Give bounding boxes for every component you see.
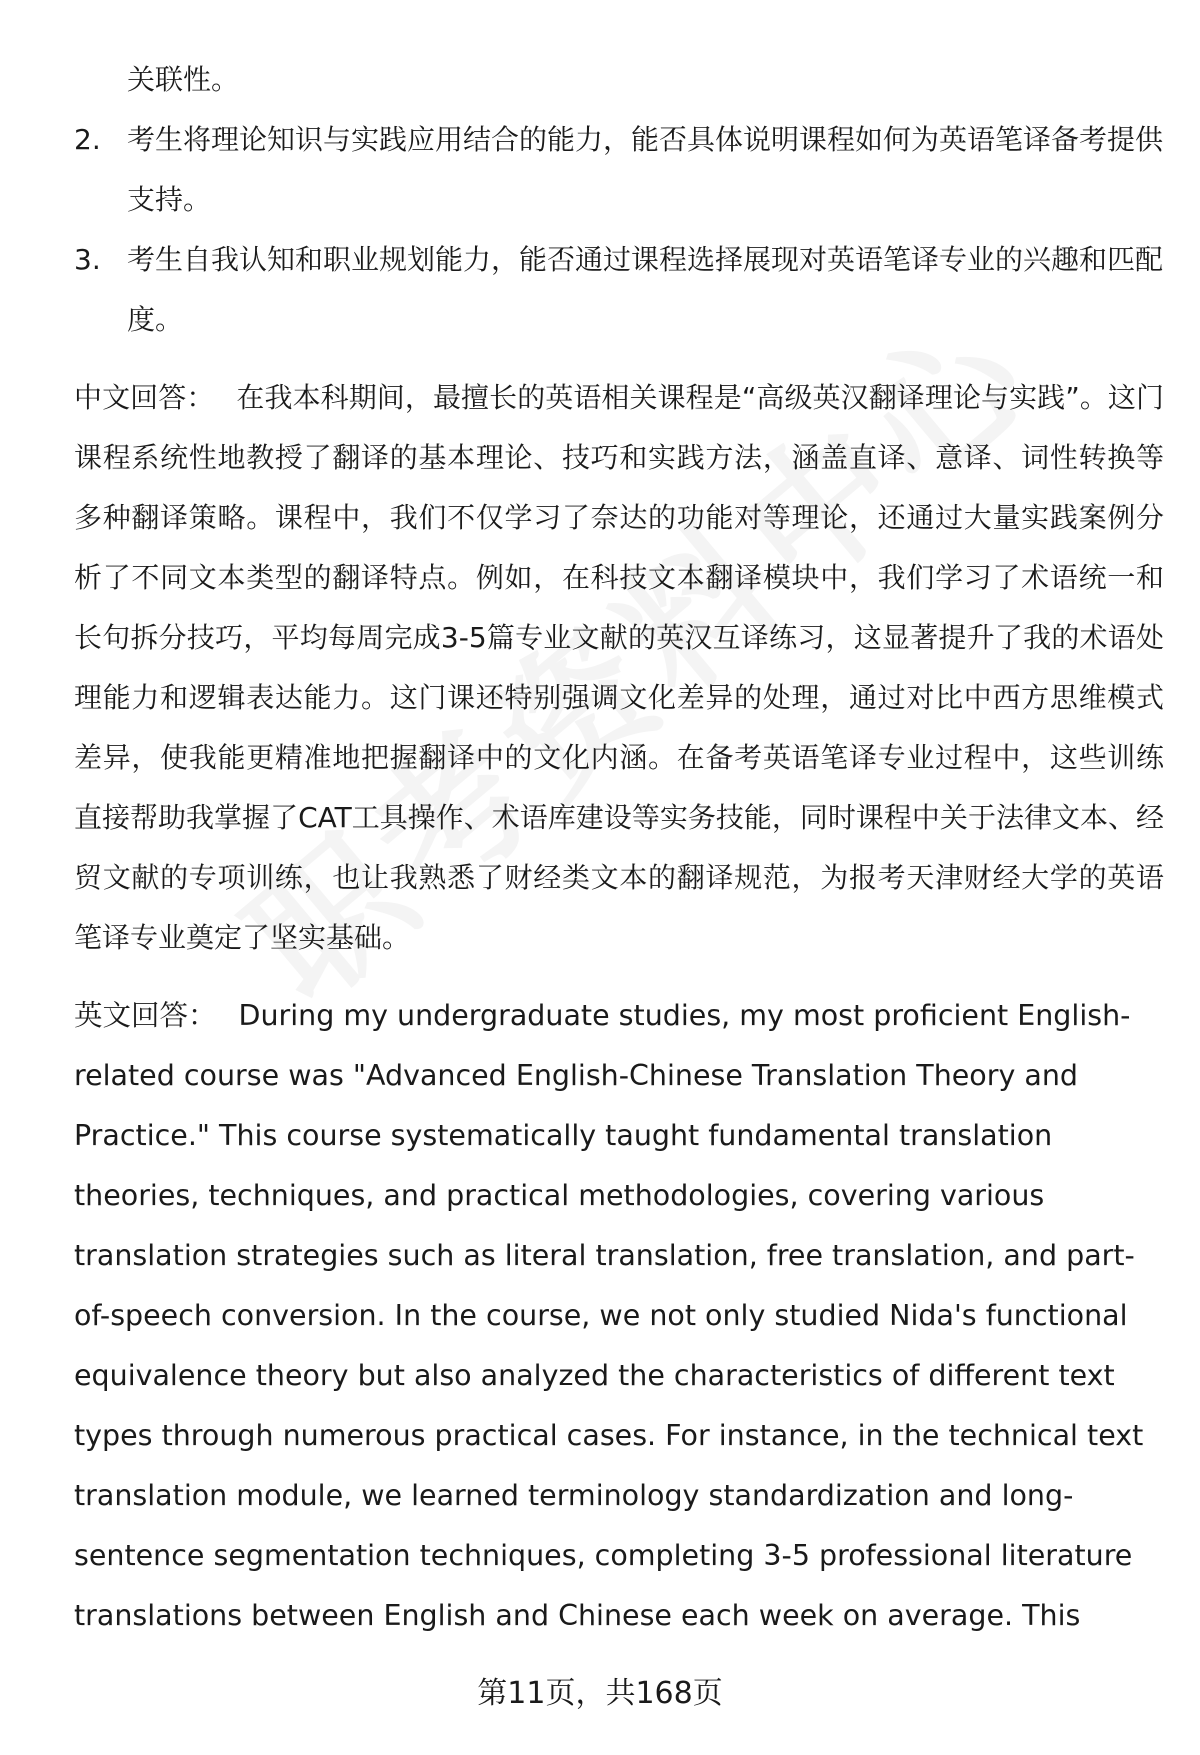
english-answer-label: 英文回答：	[74, 999, 217, 1032]
page-content	[74, 50, 1164, 1646]
list-item	[74, 230, 1164, 350]
english-answer-text: During my undergraduate studies, my most proficient English-related course was "Advanced English-Chinese Translation Theory and Practice." This course systematically taught fundamental translation theories, techniques, and practical methodologies, covering various translation strategies such as literal translation, free translation, and part-of-speech conversion. In the course, we not only studied Nida's functional equivalence theory but also analyzed the characteristics of different text types through numerous practical cases. For instance, in the technical text translation module, we learned terminology standardization and long-sentence segmentation techniques, completing 3-5 professional literature translations between English and Chinese each week on average. This	[74, 999, 1144, 1632]
chinese-answer-paragraph	[74, 368, 1164, 968]
chinese-answer-label: 中文回答：	[74, 381, 215, 414]
chinese-answer-text: 在我本科期间，最擅长的英语相关课程是“高级英汉翻译理论与实践”。这门课程系统性地教授了翻译的基本理论、技巧和实践方法，涵盖直译、意译、词性转换等多种翻译策略。课程中，我们不仅学习了奈达的功能对等理论，还通过大量实践案例分析了不同文本类型的翻译特点。例如，在科技文本翻译模块中，我们学习了术语统一和长句拆分技巧，平均每周完成3-5篇专业文献的英汉互译练习，这显著提升了我的术语处理能力和逻辑表达能力。这门课还特别强调文化差异的处理，通过对比中西方思维模式差异，使我能更精准地把握翻译中的文化内涵。在备考英语笔译专业过程中，这些训练直接帮助我掌握了CAT工具操作、术语库建设等实务技能，同时课程中关于法律文本、经贸文献的专项训练，也让我熟悉了财经类文本的翻译规范，为报考天津财经大学的英语笔译专业奠定了坚实基础。	[74, 381, 1164, 954]
list-item	[74, 110, 1164, 230]
list-item-number: 2.	[74, 123, 101, 156]
list-item-text: 考生将理论知识与实践应用结合的能力，能否具体说明课程如何为英语笔译备考提供支持。	[127, 123, 1164, 216]
list-item-number: 3.	[74, 243, 101, 276]
list-item-continuation: 关联性。	[127, 63, 240, 96]
list-item-text: 考生自我认知和职业规划能力，能否通过课程选择展现对英语笔译专业的兴趣和匹配度。	[127, 243, 1164, 336]
english-answer-paragraph	[74, 986, 1164, 1646]
page-number-footer: 第11页，共168页	[477, 1676, 723, 1711]
